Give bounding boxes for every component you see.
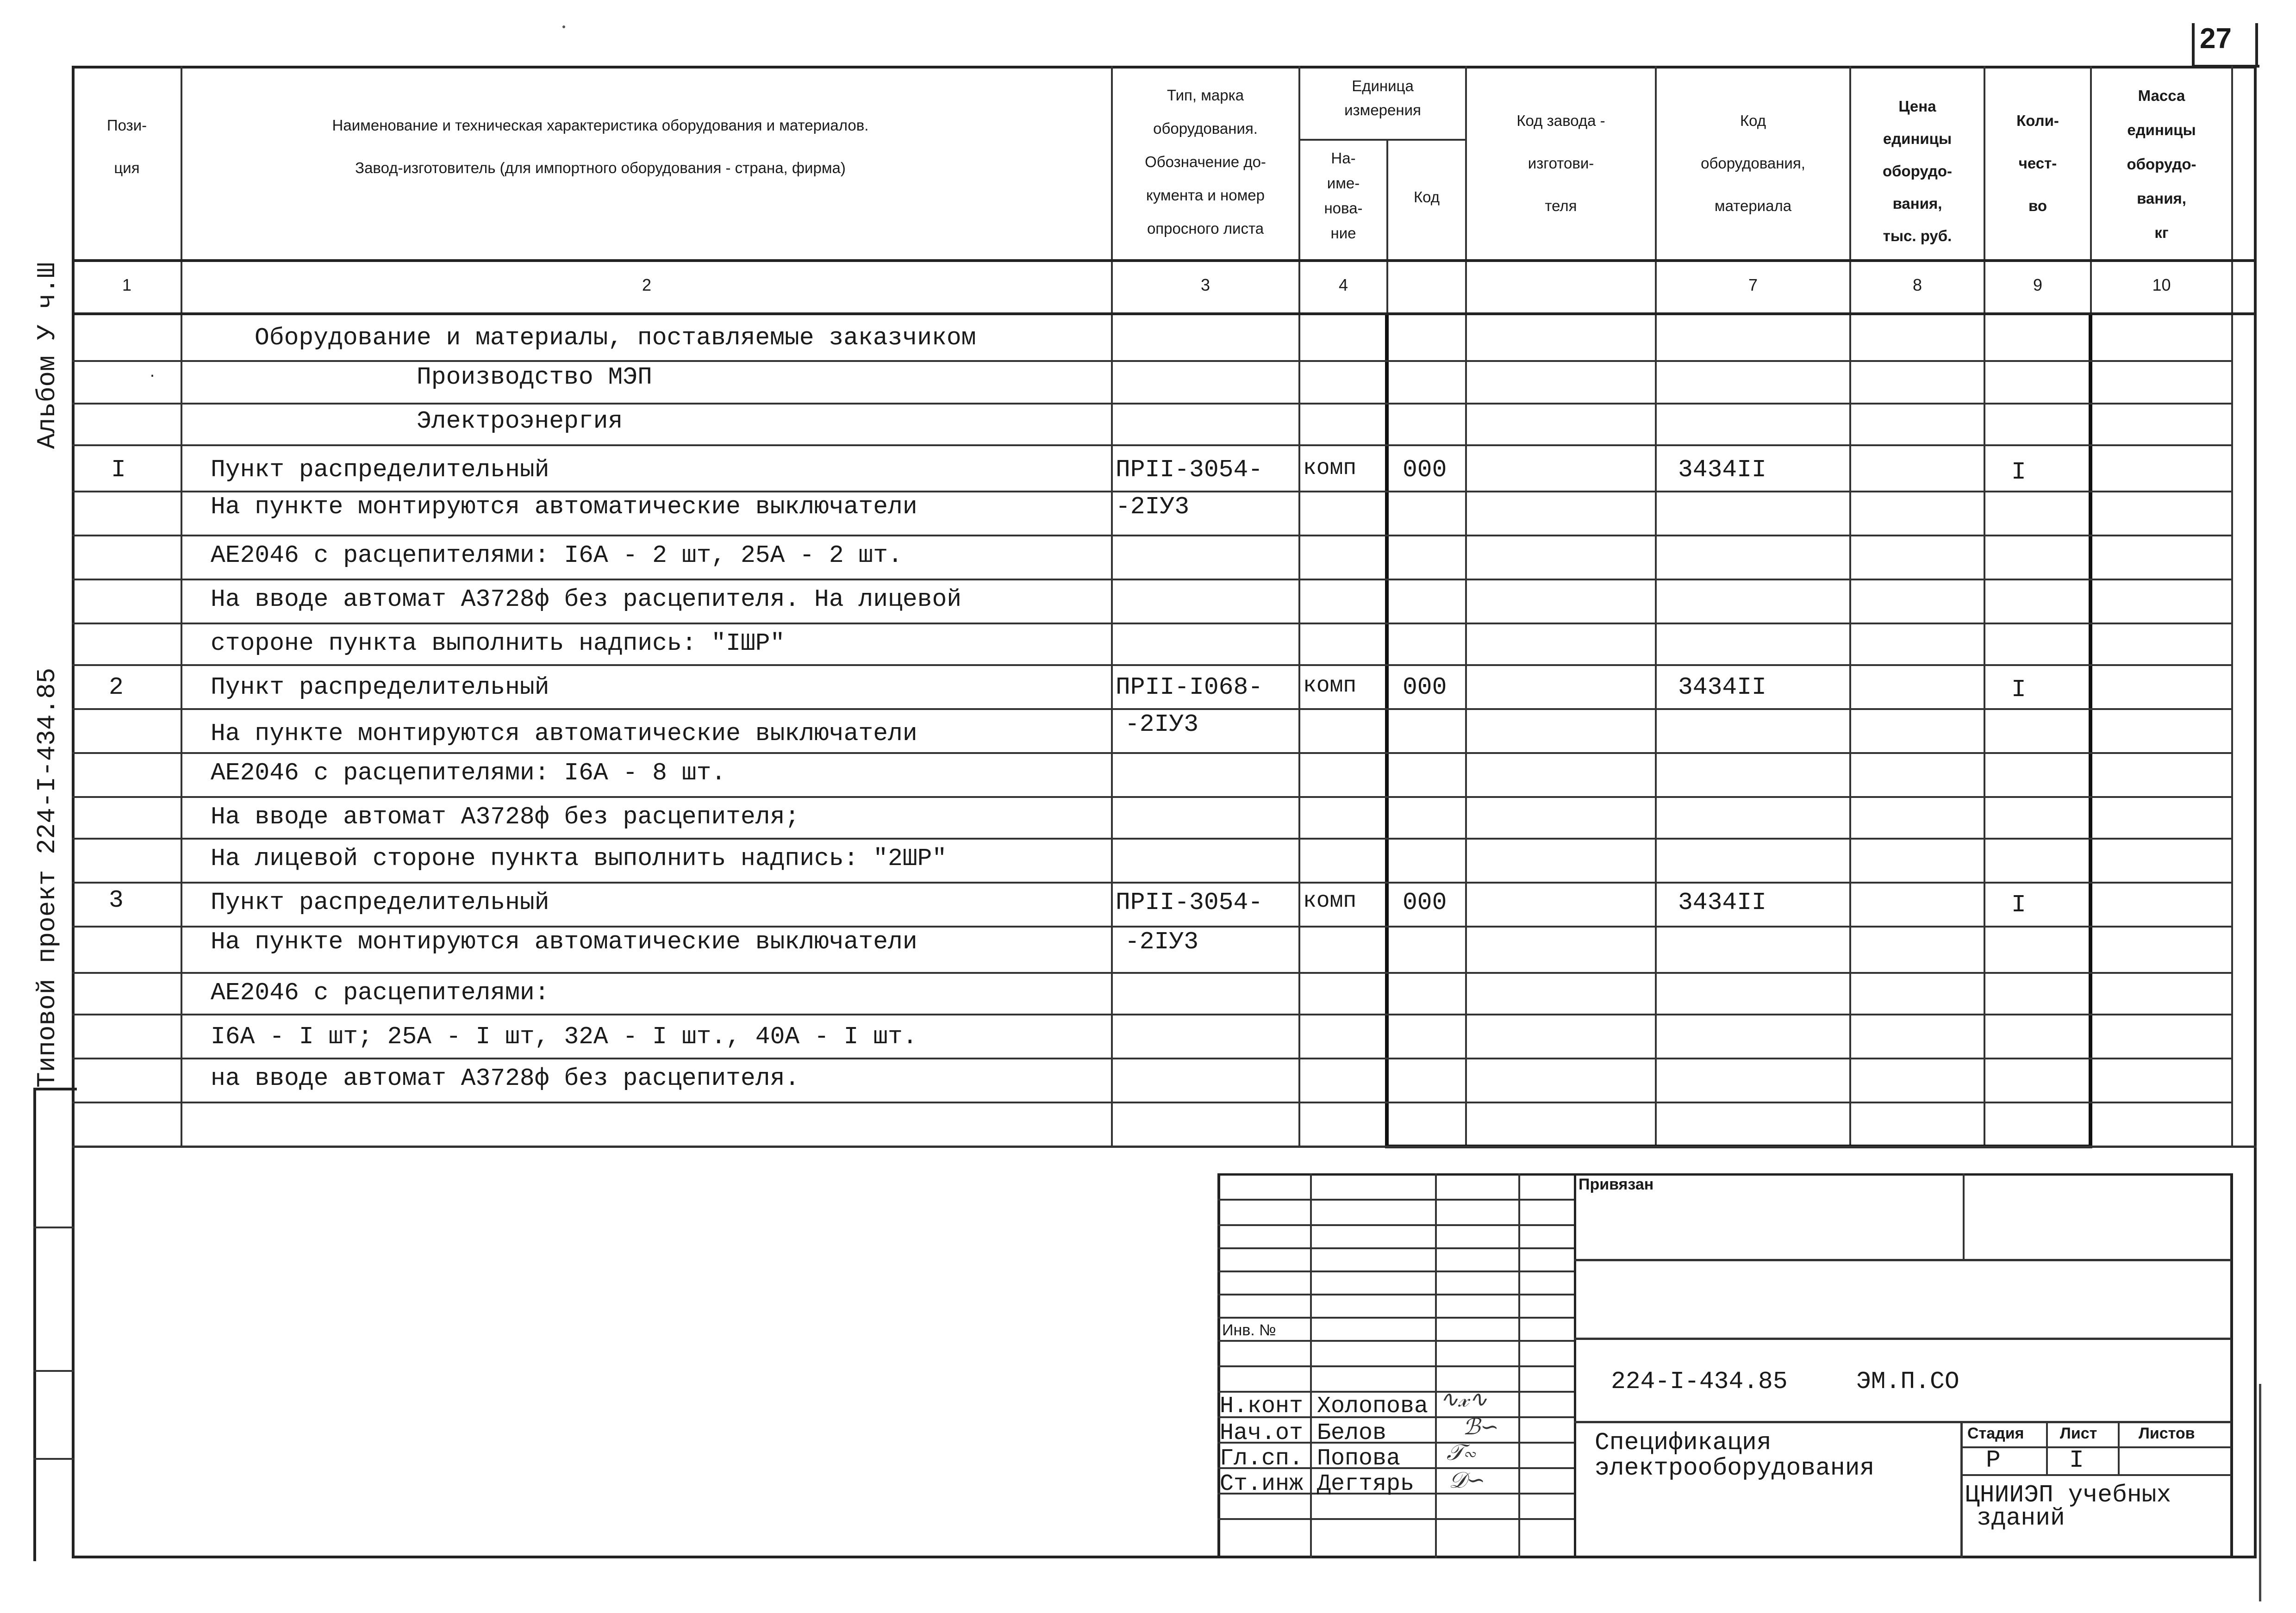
tb-inv-label: Инв. №: [1222, 1321, 1276, 1339]
header-unit-code: Код: [1413, 188, 1440, 206]
colnum-4: 4: [1338, 275, 1348, 294]
cell-name: Производство МЭП: [417, 363, 652, 391]
scan-dot: [562, 25, 565, 28]
tb-org: [1965, 1483, 2171, 1530]
tb-stage-vline-1: [2046, 1421, 2048, 1474]
tb-sheets-label: Листов: [2139, 1425, 2195, 1442]
signature-mark: 𝒯∾: [1447, 1439, 1475, 1465]
cell-type: ПРII-3054-: [1116, 889, 1263, 916]
header-col1-line2: ция: [114, 159, 140, 176]
binding-line-1: [33, 1227, 74, 1228]
header-unit-line2: измерения: [1344, 101, 1421, 118]
tb-hline: [1217, 1224, 1574, 1226]
header-col3-line4: кумента и номер: [1146, 187, 1265, 204]
header-col3: [1113, 79, 1298, 245]
header-bottom-line: [72, 259, 2257, 262]
signer-role: Гл.сп.: [1220, 1445, 1304, 1472]
header-unit-name-line2: име-: [1327, 174, 1360, 192]
header-col7: [1657, 100, 1849, 227]
header-col7-line3: материала: [1714, 197, 1792, 214]
title-block-right: [2230, 1173, 2233, 1558]
row-line: [72, 403, 2231, 405]
colnum-9: 9: [2033, 275, 2043, 294]
album-label: Альбом У ч.Ш: [32, 262, 62, 449]
col-line-6: [1655, 66, 1657, 1146]
header-col10-line5: кг: [2154, 224, 2169, 241]
tb-doc-mark: ЭМ.П.СО: [1856, 1368, 1959, 1395]
header-col8-line4: вания,: [1892, 195, 1942, 212]
cell-type: ПРII-3054-: [1116, 456, 1263, 484]
colnum-7: 7: [1748, 275, 1758, 294]
header-col10: [2092, 79, 2231, 250]
tb-sheet-label: Лист: [2060, 1425, 2097, 1442]
tb-hline: [1217, 1391, 1574, 1393]
signer-name: Белов: [1317, 1420, 1387, 1446]
binding-line-3: [33, 1458, 74, 1460]
header-col3-line3: Обозначение до-: [1145, 153, 1266, 170]
cell-name: на вводе автомат А3728ф без расцепителя.: [211, 1065, 800, 1092]
tb-hline: [1217, 1294, 1574, 1295]
row-line: [72, 882, 2231, 884]
col-line-5: [1465, 66, 1467, 1146]
cell-eq-code: 3434II: [1678, 456, 1766, 484]
row-line: [72, 579, 2231, 580]
header-col10-line4: вания,: [2137, 190, 2186, 207]
header-unit-line1: Единица: [1352, 77, 1414, 94]
cell-qty: I: [2011, 891, 2026, 919]
binding-line-2: [33, 1370, 74, 1372]
project-label: Типовой проект 224-I-434.85: [32, 667, 62, 1088]
colnum-10: 10: [2152, 275, 2171, 294]
tb-hline: [1217, 1518, 1574, 1520]
header-col3-line2: оборудования.: [1153, 120, 1258, 137]
header-col10-line3: оборудо-: [2127, 156, 2196, 173]
cell-name: Пункт распределительный: [211, 673, 549, 701]
colnum-bottom-line: [72, 312, 2257, 315]
header-unit-name-line4: ние: [1330, 224, 1356, 242]
header-unit-group: [1300, 74, 1465, 122]
header-col2-line1: Наименование и техническая характеристика оборудования и материалов.: [332, 117, 869, 134]
tb-stage-split: [1960, 1421, 1963, 1558]
colnum-2: 2: [642, 275, 652, 294]
header-col3-line5: опросного листа: [1147, 220, 1264, 237]
cell-name: Электроэнергия: [417, 407, 623, 435]
signature-mark: ℬ∽: [1463, 1414, 1499, 1440]
col-line-8: [1984, 66, 1985, 1146]
cell-pos: 2: [109, 673, 124, 701]
tb-hline-linked: [1574, 1259, 2231, 1261]
header-col9: [1985, 100, 2090, 227]
sheet-number: 27: [2200, 23, 2232, 55]
tb-org-line1: ЦНИИЭП учебных: [1965, 1481, 2171, 1509]
header-col10-line1: Масса: [2138, 87, 2185, 104]
cell-name: Пункт распределительный: [211, 456, 549, 484]
body-thick-left: [1385, 315, 1389, 1146]
row-line: [72, 1102, 2231, 1103]
signature-mark: ∿𝓍∿: [1440, 1386, 1488, 1412]
signer-name: Попова: [1317, 1445, 1401, 1472]
cell-name: Оборудование и материалы, поставляемые заказчиком: [255, 324, 976, 352]
header-col8: [1851, 90, 1984, 252]
tb-org-line2: зданий: [1977, 1504, 2065, 1532]
tb-hline: [1217, 1340, 1574, 1342]
cell-name: На вводе автомат А3728ф без расцепителя. На лицевой: [211, 585, 962, 613]
signer-role: Н.конт: [1220, 1393, 1304, 1420]
header-col10-line2: единицы: [2127, 121, 2196, 138]
cell-unit: комп: [1303, 889, 1357, 914]
header-col9-line1: Коли-: [2016, 112, 2059, 129]
row-line: [72, 664, 2231, 666]
cell-name: На пункте монтируются автоматические выключатели: [211, 928, 917, 956]
cell-name: На вводе автомат А3728ф без расцепителя;: [211, 803, 800, 831]
header-col3-line1: Тип, марка: [1167, 87, 1244, 104]
header-col8-line3: оборудо-: [1882, 162, 1953, 180]
tb-stage-value: Р: [1986, 1446, 2001, 1474]
row-line: [72, 838, 2231, 840]
tb-hline: [1217, 1270, 1574, 1272]
row-line: [72, 535, 2231, 536]
header-col6: [1467, 100, 1655, 227]
header-col9-line3: во: [2028, 197, 2047, 214]
cell-code: 000: [1403, 673, 1447, 701]
header-col2-line2: Завод-изготовитель (для импортного оборудования - страна, фирма): [355, 159, 846, 176]
tb-stage-hline-2: [1960, 1474, 2231, 1476]
cell-unit: комп: [1303, 673, 1357, 698]
header-col8-line5: тыс. руб.: [1883, 227, 1952, 244]
col-line-1: [181, 66, 182, 1146]
row-line: [72, 623, 2231, 624]
cell-type: -2IУ3: [1125, 928, 1199, 956]
colnum-1: 1: [122, 275, 132, 294]
tb-sheet-value: I: [2069, 1446, 2084, 1474]
header-unit-name-line3: нова-: [1324, 199, 1363, 217]
row-line: [72, 491, 2231, 492]
binding-margin: [33, 1088, 77, 1561]
col-line-10: [2231, 66, 2233, 1146]
tb-title-line1: Спецификация: [1595, 1429, 1772, 1457]
cell-name: На пункте монтируются автоматические выключатели: [211, 493, 917, 521]
row-line: [72, 708, 2231, 710]
row-line: [72, 360, 2231, 362]
header-col9-line2: чест-: [2018, 155, 2057, 172]
cell-pos: I: [111, 456, 126, 484]
cell-name: АЕ2046 с расцепителями: I6А - 2 шт, 25А - 2 шт.: [211, 542, 903, 569]
header-col6-line1: Код завода -: [1516, 112, 1605, 129]
header-col8-line2: единицы: [1883, 130, 1952, 147]
tb-doc-code: 224-I-434.85: [1611, 1368, 1788, 1395]
colnum-3: 3: [1200, 275, 1210, 294]
tb-linked-label: Привязан: [1578, 1176, 1654, 1193]
signer-name: Холопова: [1317, 1393, 1429, 1420]
signer-role: Нач.от: [1220, 1420, 1304, 1446]
cell-name: I6А - I шт; 25А - I шт, 32А - I шт., 40А - I шт.: [211, 1023, 917, 1051]
tb-stage-hline-1: [1960, 1446, 2231, 1448]
tb-hline: [1217, 1365, 1574, 1367]
cell-name: На лицевой стороне пункта выполнить надпись: "2ШР": [211, 845, 947, 872]
tb-hline-title: [1574, 1421, 2231, 1423]
cell-name: Пункт распределительный: [211, 889, 549, 916]
tb-vline-4: [1574, 1173, 1576, 1558]
unit-group-line: [1298, 139, 1465, 141]
header-col7-line2: оборудования,: [1701, 155, 1805, 172]
row-line: [72, 796, 2231, 798]
signer-name: Дегтярь: [1317, 1471, 1415, 1497]
cell-name: стороне пункта выполнить надпись: "IШР": [211, 629, 785, 657]
tb-title: [1595, 1430, 1874, 1481]
tb-stage-vline-2: [2118, 1421, 2120, 1474]
header-col6-line3: теля: [1545, 197, 1577, 214]
header-col8-line1: Цена: [1898, 98, 1936, 115]
frame-right-tick: [2255, 23, 2258, 67]
tb-hline-code: [1574, 1338, 2231, 1340]
row-line: [72, 752, 2231, 754]
cell-eq-code: 3434II: [1678, 889, 1766, 916]
row-line: [72, 1058, 2231, 1059]
row-line: [72, 444, 2231, 446]
tb-stage-label: Стадия: [1967, 1425, 2024, 1442]
tb-title-line2: электрооборудования: [1595, 1454, 1875, 1482]
cell-code: 000: [1403, 456, 1447, 484]
cell-eq-code: 3434II: [1678, 673, 1766, 701]
header-col7-line1: Код: [1740, 112, 1766, 129]
cell-code: 000: [1403, 889, 1447, 916]
tb-hline: [1217, 1199, 1574, 1201]
table-bottom-line: [72, 1146, 2257, 1148]
cell-type: -2IУ3: [1116, 493, 1190, 521]
header-col6-line2: изготови-: [1528, 155, 1594, 172]
cell-pos: 3: [109, 886, 124, 914]
cell-name: АЕ2046 с расцепителями: I6А - 8 шт.: [211, 759, 726, 787]
cell-unit: комп: [1303, 456, 1357, 481]
cell-qty: I: [2011, 458, 2026, 486]
tb-hline: [1217, 1247, 1574, 1249]
cell-type: -2IУ3: [1125, 710, 1199, 738]
cell-pos: .: [148, 366, 157, 381]
header-unit-name: [1300, 146, 1386, 246]
header-col2: [182, 111, 1111, 182]
cell-qty: I: [2011, 676, 2026, 704]
cell-type: ПРII-I068-: [1116, 673, 1263, 701]
row-line: [72, 926, 2231, 928]
header-unit-name-line1: На-: [1331, 149, 1356, 167]
signer-role: Ст.инж: [1220, 1471, 1304, 1497]
tb-hline: [1217, 1317, 1574, 1319]
scan-tick: [2259, 1384, 2261, 1601]
tb-linked-split: [1963, 1173, 1965, 1259]
cell-name: На пункте монтируются автоматические выключатели: [211, 720, 917, 747]
header-col1-line1: Пози-: [106, 117, 147, 134]
signature-mark: 𝒟∽: [1449, 1467, 1485, 1493]
body-thick-right: [2089, 315, 2092, 1146]
cell-name: АЕ2046 с расцепителями:: [211, 979, 549, 1007]
row-line: [72, 1014, 2231, 1015]
colnum-8: 8: [1912, 275, 1922, 294]
row-line: [72, 972, 2231, 974]
